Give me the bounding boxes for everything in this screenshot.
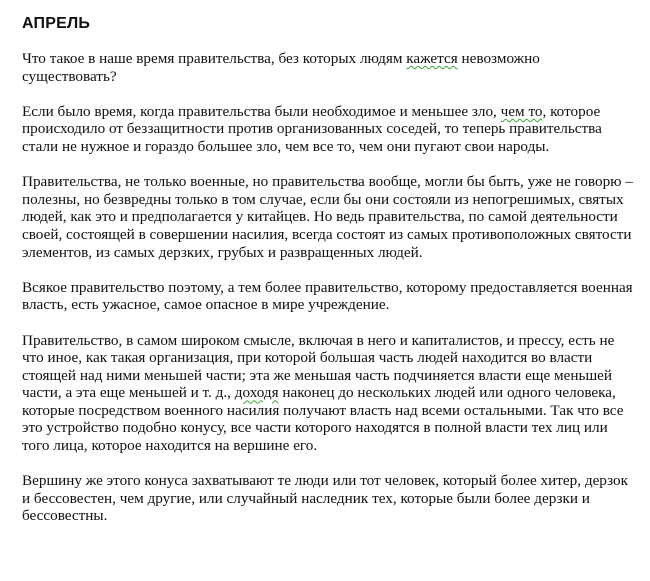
- text-segment: Что такое в наше время правительства, без которых людям: [22, 50, 407, 67]
- text-segment: Если было время, когда правительства были необходимое и меньшее зло,: [22, 102, 501, 120]
- spellcheck-marked-word: доходя: [234, 384, 279, 402]
- paragraph: [22, 332, 634, 455]
- text-segment: наконец до нескольких людей или одного человека, которые посредством военного насилия получают власть над всеми остальными. Так что все это устройство подобно конусу, все части которого находятся в полной власти тех лиц или того лица, которое находится на вершине его.: [22, 384, 624, 455]
- paragraph: [22, 173, 634, 261]
- paragraph: [22, 472, 634, 525]
- text-segment: Вершину же этого конуса захватывают те люди или тот человек, который более хитер, дерзок и бессовестен, чем другие, или случайный наследник тех, которые были более дерзки и бессовестны.: [22, 472, 628, 525]
- text-segment: Правительство, в самом широком смысле, включая в него и капиталистов, и прессу, есть не что иное, как такая организация, при которой большая часть людей находится во власти стоящей над ними меньшей части; эта же меньшая часть подчиняется власти еще меньшей части, а эта еще меньшей и т. д.,: [22, 331, 615, 402]
- text-segment: невозможно существовать?: [22, 50, 540, 85]
- spellcheck-marked-word: кажется: [406, 50, 458, 67]
- document-title: АПРЕЛЬ: [22, 15, 91, 32]
- text-segment: Правительства, не только военные, но правительства вообще, могли бы быть, уже не говорю – полезны, но безвредны только в том случае, если бы они состояли из непогрешимых, святых людей, как это и предполагается у китайцев. Но ведь правительства, по самой деятельности своей, состоящей в совершении насилия, всегда состоят из самых противоположных святости элементов, из самых дерзких, грубых и развращенных людей.: [22, 173, 633, 261]
- spellcheck-marked-word: чем то: [500, 102, 543, 120]
- text-segment: Всякое правительство поэтому, а тем более правительство, которому предоставляется военная власть, есть ужасное, самое опасное в мире учреждение.: [22, 278, 633, 314]
- paragraph: [22, 50, 634, 85]
- paragraph: [22, 279, 634, 314]
- document-body: [22, 50, 634, 525]
- text-segment: , которое происходило от беззащитности против организованных соседей, то теперь правительства стали не нужное и гораздо большее зло, чем все то, чем они пугают свои народы.: [22, 102, 602, 155]
- paragraph: [22, 103, 634, 156]
- document-page: [22, 14, 634, 543]
